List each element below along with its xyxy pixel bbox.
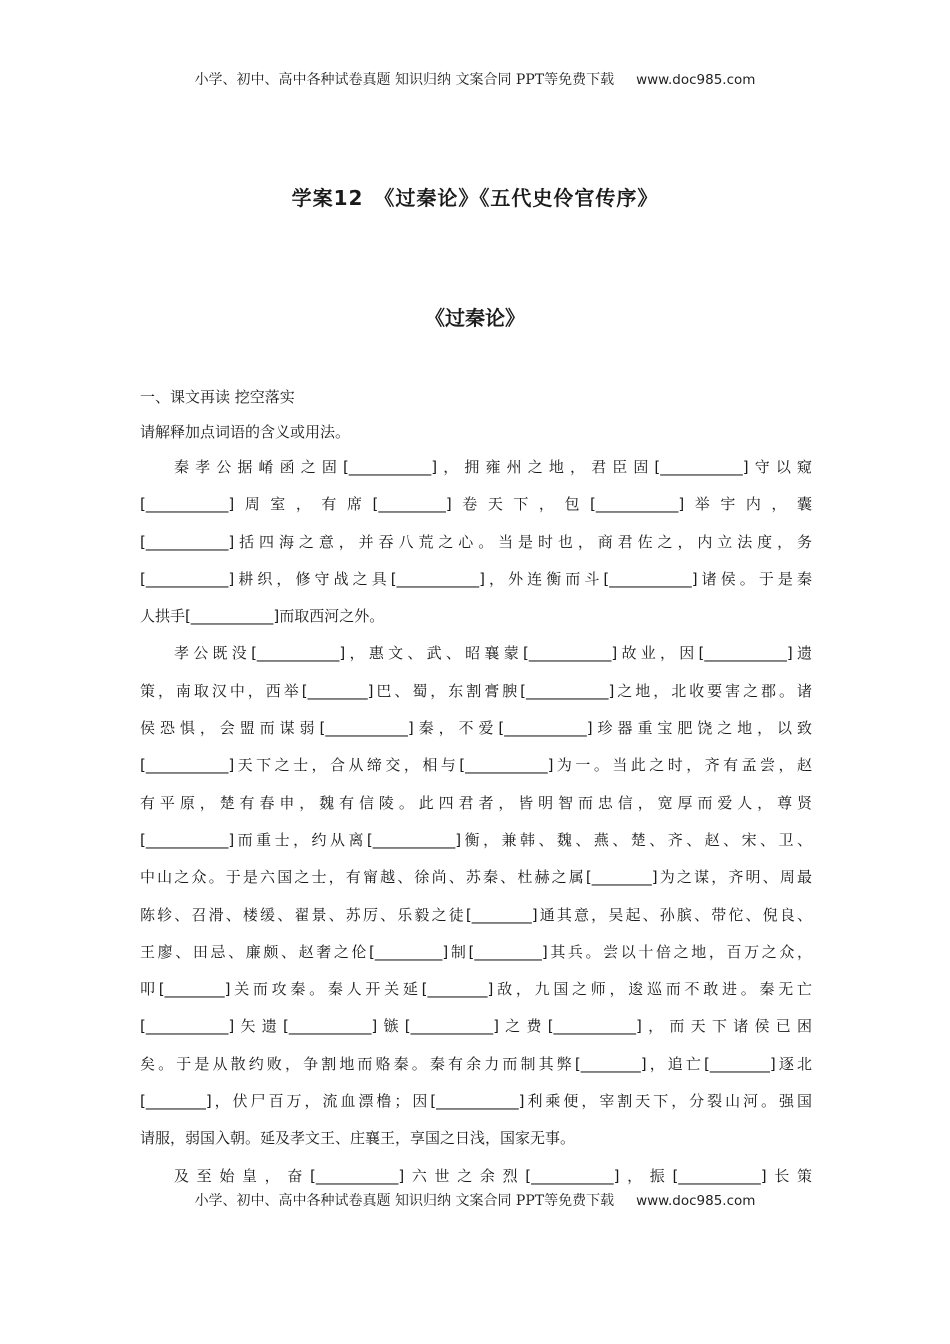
text-line: [________]，伏尸百万，流血漂橹；因[___________]利乘便，宰割天下，分裂山河。强国 <box>140 1092 812 1111</box>
text-line: [___________]耕织，修守战之具[___________]，外连衡而斗[___________]诸侯。于是秦 <box>140 569 812 588</box>
text-line: 孝公既没[___________]，惠文、武、昭襄蒙[___________]故业，因[___________]遗 <box>174 644 812 663</box>
text-line: 中山之众。于是六国之士，有甯越、徐尚、苏秦、杜赫之属[________]为之谋，齐明、周最 <box>140 868 812 887</box>
footer-url[interactable]: www.doc985.com <box>636 1193 756 1209</box>
header-text: 小学、初中、高中各种试卷真题 知识归纳 文案合同 PPT等免费下载 <box>194 72 615 88</box>
text-line: 矣。于是从散约败，争割地而赂秦。秦有余力而制其弊[________]，追亡[________]逐北 <box>140 1054 812 1073</box>
text-line: [___________]周室，有席[_________]卷天下，包[___________]举宇内，囊 <box>140 495 812 514</box>
text-line: 侯恐惧，会盟而谋弱[___________]秦，不爱[___________]珍器重宝肥饶之地，以致 <box>140 719 812 738</box>
page-footer <box>0 1190 950 1210</box>
text-line: 及至始皇，奋[___________]六世之余烈[___________]，振[___________]长策 <box>174 1166 812 1185</box>
text-line: 陈轸、召滑、楼缓、翟景、苏厉、乐毅之徒[________]通其意，吴起、孙膑、带佗、倪良、 <box>140 905 812 924</box>
text-line: 王廖、田忌、廉颇、赵奢之伦[_________]制[_________]其兵。尝以十倍之地，百万之众， <box>140 942 812 961</box>
text-line: [___________]括四海之意，并吞八荒之心。当是时也，商君佐之，内立法度，务 <box>140 532 812 551</box>
text-line: 秦孝公据崤函之固[___________]，拥雍州之地，君臣固[___________]守以窥 <box>174 458 812 476</box>
section-heading: 一、课文再读 挖空落实 <box>140 388 295 406</box>
text-line: 有平原，楚有春申，魏有信陵。此四君者，皆明智而忠信，宽厚而爱人，尊贤 <box>140 793 812 812</box>
footer-text: 小学、初中、高中各种试卷真题 知识归纳 文案合同 PPT等免费下载 <box>194 1193 615 1209</box>
text-line: 叩[________]关而攻秦。秦人开关延[________]敌，九国之师，逡巡而不敢进。秦无亡 <box>140 980 812 999</box>
text-line: [___________]天下之士，合从缔交，相与[___________]为一。当此之时，齐有孟尝，赵 <box>140 756 812 775</box>
page-header <box>0 69 950 89</box>
page-title: 学案12 《过秦论》《五代史伶官传序》 <box>291 186 659 210</box>
text-line: [___________]矢遗[___________]镞[___________]之费[___________]，而天下诸侯已困 <box>140 1017 812 1036</box>
instruction-text: 请解释加点词语的含义或用法。 <box>140 423 351 441</box>
text-line: 请服，弱国入朝。延及孝文王、庄襄王，享国之日浅，国家无事。 <box>140 1129 576 1148</box>
document-body <box>140 384 812 1200</box>
header-url[interactable]: www.doc985.com <box>636 72 756 88</box>
text-line: [___________]而重士，约从离[___________]衡，兼韩、魏、燕、楚、齐、赵、宋、卫、 <box>140 830 812 849</box>
text-line: 人拱手[___________]而取西河之外。 <box>140 607 385 626</box>
section-title: 《过秦论》 <box>425 306 525 330</box>
text-line: 策，南取汉中，西举[________]巴、蜀，东割膏腴[___________]之地，北收要害之郡。诸 <box>140 681 812 700</box>
